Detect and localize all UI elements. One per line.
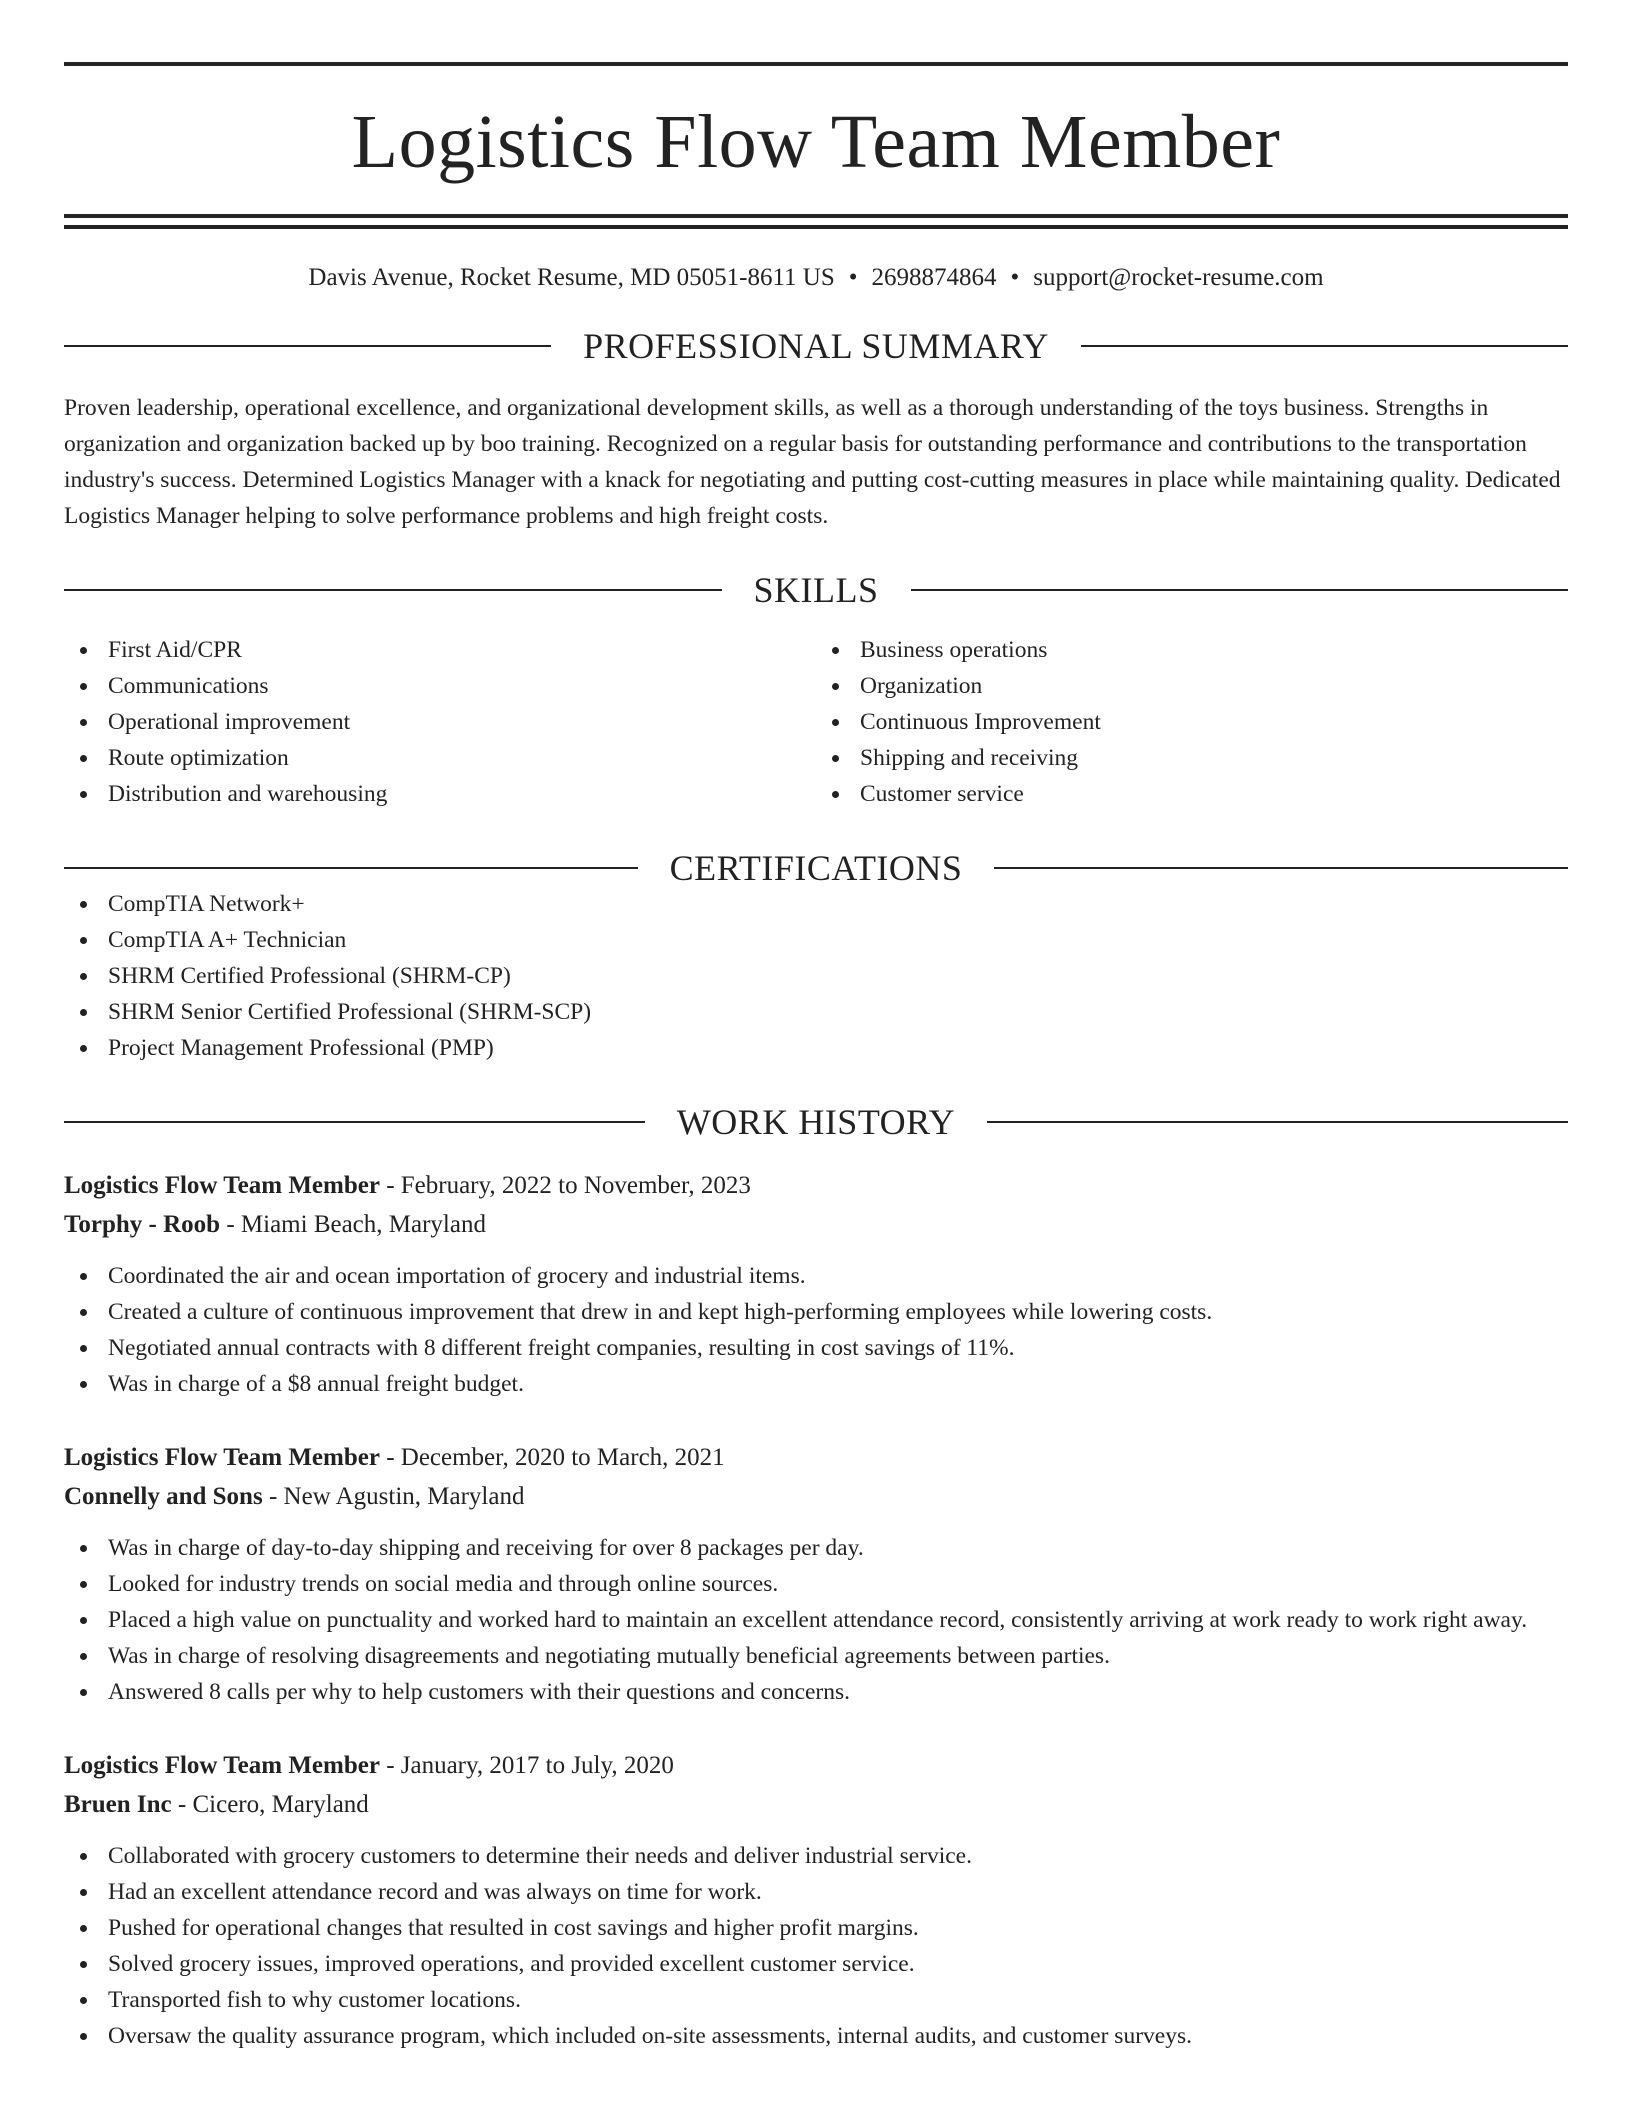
job-company-line: [64, 1785, 1568, 1824]
contact-separator: •: [1010, 264, 1020, 291]
skill-item: Operational improvement: [64, 704, 816, 740]
summary-heading: PROFESSIONAL SUMMARY: [583, 326, 1049, 366]
job-bullet: Created a culture of continuous improvement that drew in and kept high-performing employees while lowering costs.: [64, 1294, 1568, 1330]
certification-item: SHRM Certified Professional (SHRM-CP): [64, 958, 1568, 994]
job-company-line: [64, 1477, 1568, 1516]
title-double-rule: [64, 214, 1568, 229]
job-title-line: [64, 1438, 1568, 1477]
heading-rule-right: [911, 589, 1569, 591]
heading-rule-right: [987, 1121, 1568, 1123]
job-bullet: Was in charge of a $8 annual freight budget.: [64, 1366, 1568, 1402]
job-company: Bruen Inc: [64, 1791, 172, 1818]
heading-rule-left: [64, 1121, 645, 1123]
job-company: Torphy - Roob: [64, 1211, 221, 1238]
skill-item: Organization: [816, 668, 1568, 704]
skill-item: Customer service: [816, 776, 1568, 812]
skill-item: Shipping and receiving: [816, 740, 1568, 776]
work-history-heading: WORK HISTORY: [676, 1102, 956, 1142]
job-location: - Miami Beach, Maryland: [220, 1211, 486, 1238]
job-location: - New Agustin, Maryland: [262, 1483, 525, 1510]
job-entry: [64, 1746, 1568, 2054]
certification-item: SHRM Senior Certified Professional (SHRM-SCP): [64, 994, 1568, 1030]
job-bullet: Had an excellent attendance record and was always on time for work.: [64, 1874, 1568, 1910]
job-bullet: Was in charge of resolving disagreements and negotiating mutually beneficial agreements between parties.: [64, 1638, 1568, 1674]
skills-list-left: [64, 632, 816, 812]
certifications-section-heading: [64, 850, 1568, 886]
summary-text: Proven leadership, operational excellence, and organizational development skills, as well as a thorough understanding of the toys business. Strengths in organization and organization backed up by boo training. Recognized on a regular basis for outstanding performance and contributions to the transportation industry's success. Determined Logistics Manager with a knack for negotiating and putting cost-cutting measures in place while maintaining quality. Dedicated Logistics Manager helping to solve performance problems and high freight costs.: [64, 395, 1561, 529]
job-bullet: Oversaw the quality assurance program, which included on-site assessments, internal audits, and customer surveys.: [64, 2018, 1568, 2054]
skills-heading: SKILLS: [753, 570, 879, 610]
skills-grid: [64, 632, 1568, 812]
contact-line: [64, 265, 1568, 290]
certifications-heading: CERTIFICATIONS: [669, 848, 963, 888]
job-bullets: [64, 1838, 1568, 2054]
job-bullet: Placed a high value on punctuality and worked hard to maintain an excellent attendance record, consistently arriving at work ready to work right away.: [64, 1602, 1568, 1638]
job-bullets: [64, 1530, 1568, 1710]
resume-title: Logistics Flow Team Member: [351, 100, 1281, 184]
job-company: Connelly and Sons: [64, 1483, 263, 1510]
skill-item: Communications: [64, 668, 816, 704]
job-dates: - February, 2022 to November, 2023: [379, 1172, 751, 1199]
skill-item: Route optimization: [64, 740, 816, 776]
contact-phone[interactable]: 2698874864: [871, 264, 997, 291]
job-bullet: Transported fish to why customer locations.: [64, 1982, 1568, 2018]
job-bullet: Coordinated the air and ocean importation of grocery and industrial items.: [64, 1258, 1568, 1294]
job-bullet: Was in charge of day-to-day shipping and receiving for over 8 packages per day.: [64, 1530, 1568, 1566]
summary-section-heading: [64, 328, 1568, 364]
skills-list-right: [816, 632, 1568, 812]
job-title-line: [64, 1166, 1568, 1205]
skill-item: First Aid/CPR: [64, 632, 816, 668]
heading-rule-right: [994, 867, 1568, 869]
job-location: - Cicero, Maryland: [171, 1791, 369, 1818]
certifications-list: [64, 886, 1568, 1066]
heading-rule-left: [64, 589, 722, 591]
job-company-line: [64, 1205, 1568, 1244]
job-dates: - December, 2020 to March, 2021: [379, 1444, 725, 1471]
heading-rule-left: [64, 345, 551, 347]
job-bullet: Pushed for operational changes that resulted in cost savings and higher profit margins.: [64, 1910, 1568, 1946]
top-rule: [64, 62, 1568, 66]
certification-item: CompTIA Network+: [64, 886, 1568, 922]
contact-separator: •: [848, 264, 858, 291]
job-bullet: Looked for industry trends on social media and through online sources.: [64, 1566, 1568, 1602]
job-bullet: Answered 8 calls per why to help customers with their questions and concerns.: [64, 1674, 1568, 1710]
heading-rule-right: [1081, 345, 1568, 347]
job-bullet: Negotiated annual contracts with 8 different freight companies, resulting in cost savings of 11%.: [64, 1330, 1568, 1366]
job-bullets: [64, 1258, 1568, 1402]
heading-rule-left: [64, 867, 638, 869]
skills-section-heading: [64, 572, 1568, 608]
job-title: Logistics Flow Team Member: [64, 1172, 380, 1199]
contact-email[interactable]: support@rocket-resume.com: [1033, 264, 1324, 291]
job-title: Logistics Flow Team Member: [64, 1444, 380, 1471]
certification-item: Project Management Professional (PMP): [64, 1030, 1568, 1066]
skill-item: Continuous Improvement: [816, 704, 1568, 740]
job-title: Logistics Flow Team Member: [64, 1752, 380, 1779]
skill-item: Business operations: [816, 632, 1568, 668]
job-dates: - January, 2017 to July, 2020: [379, 1752, 674, 1779]
job-entry: [64, 1438, 1568, 1710]
contact-address: Davis Avenue, Rocket Resume, MD 05051-8611 US: [308, 264, 835, 291]
certification-item: CompTIA A+ Technician: [64, 922, 1568, 958]
job-bullet: Collaborated with grocery customers to determine their needs and deliver industrial service.: [64, 1838, 1568, 1874]
skill-item: Distribution and warehousing: [64, 776, 816, 812]
work-history-section-heading: [64, 1104, 1568, 1140]
job-bullet: Solved grocery issues, improved operations, and provided excellent customer service.: [64, 1946, 1568, 1982]
job-title-line: [64, 1746, 1568, 1785]
job-entry: [64, 1166, 1568, 1402]
